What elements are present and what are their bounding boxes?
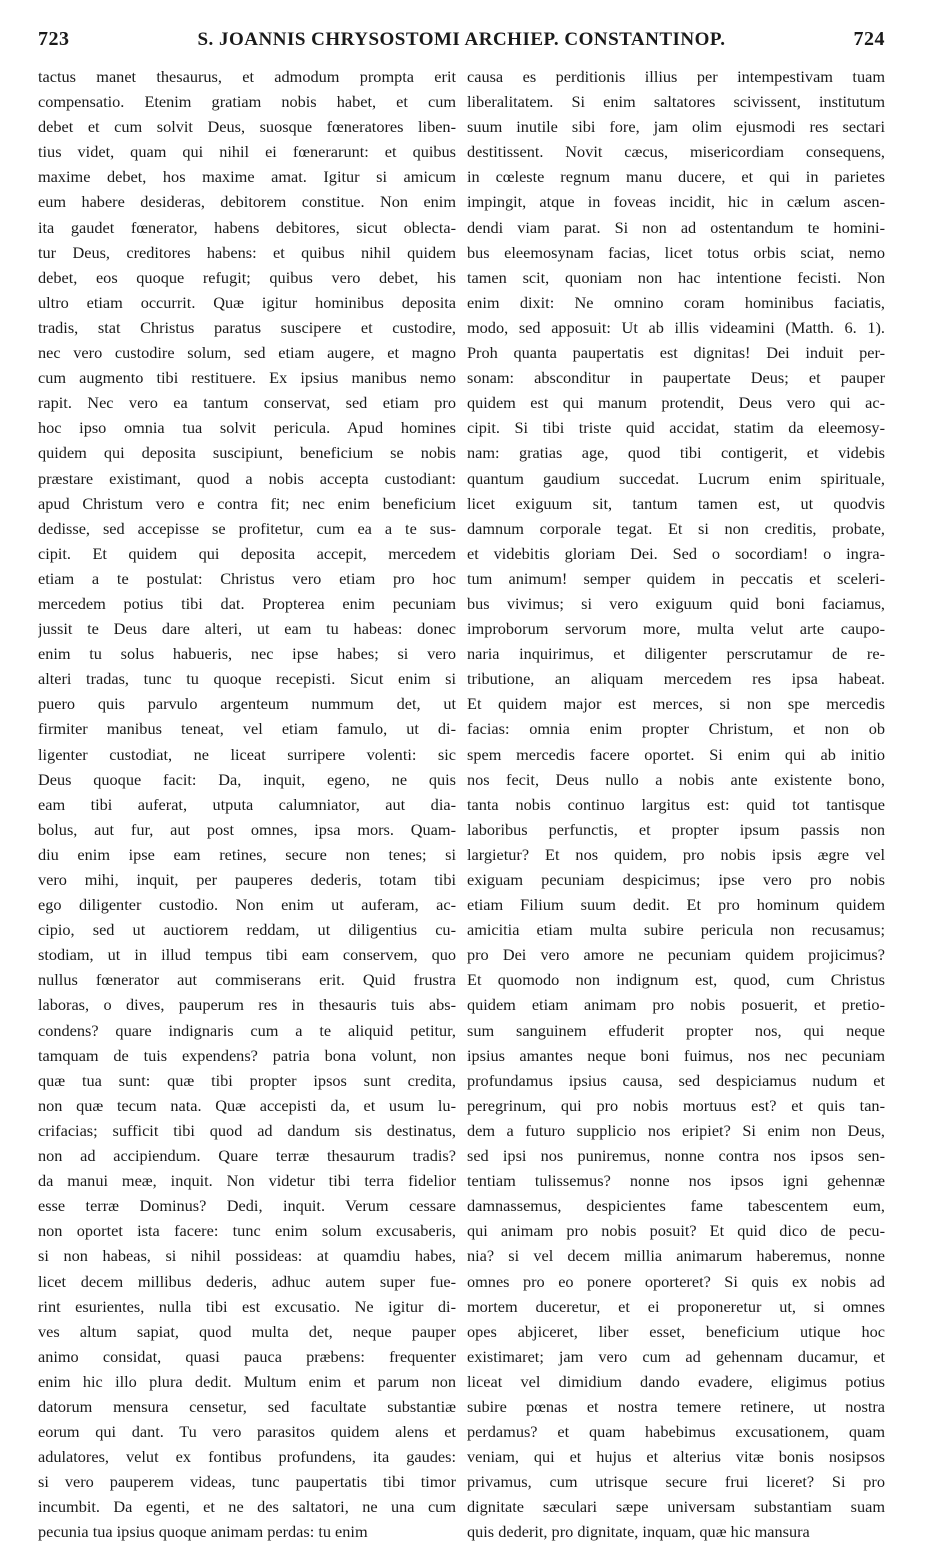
text-line: debet et cum solvit Deus, suosque fœneratores liben-: [38, 117, 456, 137]
text-line: nullus fœnerator aut commiserans erit. Quid frustra: [38, 970, 456, 990]
text-line: Et quidem major est merces, si non spe mercedis: [467, 694, 885, 714]
text-line: alteri tradas, tunc tu quoque recepisti. Sicut enim si: [38, 669, 456, 689]
text-line: eorum qui dant. Tu vero parasitos quidem alens et: [38, 1422, 456, 1442]
text-line: tur Deus, creditores habens: et quibus nihil quidem: [38, 242, 456, 262]
text-line: Et quomodo non indignum est, quod, cum Christus: [467, 970, 885, 990]
text-line: improborum servorum more, multa velut arte caupo-: [467, 619, 885, 639]
text-line: licet decem millibus dederis, adhuc autem super fue-: [38, 1271, 456, 1291]
text-line: bus eleemosynam facias, licet totus orbis sciat, nemo: [467, 242, 885, 262]
text-line: damnum corporale tegat. Et si non creditis, probate,: [467, 518, 885, 538]
text-line: maxime debet, hos maxime amat. Igitur si amicum: [38, 167, 456, 187]
text-line: eum habere desideras, debitorem constitue. Non enim: [38, 192, 456, 212]
text-line: opes abjiceret, liber esset, beneficium utique hoc: [467, 1321, 885, 1341]
text-line: peregrinum, qui pro nobis mortuus est? et quis tan-: [467, 1095, 885, 1115]
text-line: ego diligenter custodio. Non enim ut auferam, ac-: [38, 895, 456, 915]
text-line: enim tu solus habueris, nec ipse habes; si vero: [38, 644, 456, 664]
text-line: diu enim ipse eam retines, secure non tenes; si: [38, 844, 456, 864]
text-line: spem mercedis facere oportet. Si enim qui ab initio: [467, 744, 885, 764]
text-line: destitissent. Novit cæcus, misericordiam consequens,: [467, 142, 885, 162]
text-line: suum inutile sibi fore, jam olim ejusmodi res sectari: [467, 117, 885, 137]
text-line: Proh quanta paupertatis est dignitas! Dei induit per-: [467, 343, 885, 363]
text-line: debet, eos quoque refugit; quibus vero debet, his: [38, 267, 456, 287]
text-line: datorum mensura censetur, sed facultate substantiæ: [38, 1396, 456, 1416]
text-line: sed ipsi nos puniremus, nonne contra nos ipsos sen-: [467, 1146, 885, 1166]
text-line: amicitia etiam multa subire pericula non recusamus;: [467, 920, 885, 940]
text-line: condens? quare indignaris cum a te aliquid petitur,: [38, 1020, 456, 1040]
text-line: enim dixit: Ne omnino coram hominibus faciatis,: [467, 292, 885, 312]
text-line: ligenter custodiat, ne liceat surripere volenti: sic: [38, 744, 456, 764]
text-line: liberalitatem. Si enim saltatores scivissent, institutum: [467, 92, 885, 112]
text-line: omnes pro eo ponere oporteret? Si quis ex nobis ad: [467, 1271, 885, 1291]
text-line: adulatores, velut ex fontibus profundens, ita gaudes:: [38, 1447, 456, 1467]
text-line: impingit, atque in foveas incidit, hic in cælum ascen-: [467, 192, 885, 212]
text-line: tanta nobis continuo largitus est: quid tot tantisque: [467, 794, 885, 814]
text-line: stodiam, ut in illud tempus tibi eam conservem, quo: [38, 945, 456, 965]
text-line: etiam a te postulat: Christus vero etiam pro hoc: [38, 568, 456, 588]
left-page-number: 723: [38, 28, 70, 50]
running-header: [38, 28, 885, 64]
text-line: damnassemus, despicientes fame tabescentem eum,: [467, 1196, 885, 1216]
text-line: non ad accipiendum. Quare terræ thesaurum tradis?: [38, 1146, 456, 1166]
running-title: S. JOANNIS CHRYSOSTOMI ARCHIEP. CONSTANTINOP.: [197, 29, 726, 50]
text-line: hoc ipso omnia tua solvit pericula. Apud homines: [38, 418, 456, 438]
text-line: cipit. Et quidem qui deposita accepit, mercedem: [38, 543, 456, 563]
text-line: non quæ tecum nata. Quæ accepisti da, et usum lu-: [38, 1095, 456, 1115]
text-line: compensatio. Etenim gratiam nobis habet, et cum: [38, 92, 456, 112]
text-line: ultro etiam occurrit. Quæ igitur hominibus deposita: [38, 292, 456, 312]
text-line: si vero pauperem videas, tunc paupertatis tibi timor: [38, 1472, 456, 1492]
text-columns: [38, 64, 885, 1545]
text-line: non oportet ista facere: tunc enim solum excusaberis,: [38, 1221, 456, 1241]
text-line: quantum gaudium succedat. Lucrum enim spirituale,: [467, 468, 885, 488]
text-line: laboribus perfunctis, et propter ipsum passis non: [467, 819, 885, 839]
right-page-number: 724: [853, 28, 885, 50]
text-line: da manui meæ, inquit. Non videtur tibi terra fidelior: [38, 1171, 456, 1191]
text-line: tradis, stat Christus paratus suscipere et custodire,: [38, 317, 456, 337]
text-line: pecunia tua ipsius quoque animam perdas: tu enim: [38, 1522, 368, 1542]
text-line: si non habeas, si nihil possideas: at quamdiu habes,: [38, 1246, 456, 1266]
left-column: [38, 64, 456, 1545]
text-line: rapit. Nec vero ea tantum conservat, sed etiam pro: [38, 393, 456, 413]
text-line: crifacias; sufficit tibi quod ad dandum sis destinatus,: [38, 1120, 456, 1140]
text-line: tentiam tulissemus? nonne nos ipsos igni gehennæ: [467, 1171, 885, 1191]
text-line: firmiter manibus teneat, vel etiam famulo, ut di-: [38, 719, 456, 739]
text-line: incumbit. Da egenti, et ne des saltatori, ne una cum: [38, 1497, 456, 1517]
text-line: nam: gratias age, quod tibi contigerit, et videbis: [467, 443, 885, 463]
text-line: dendi viam parat. Si non ad ostentandum te homini-: [467, 217, 885, 237]
text-line: in cœleste regnum manu ducere, et qui in parietes: [467, 167, 885, 187]
text-line: nec vero custodire solum, sed etiam augere, et magno: [38, 343, 456, 363]
text-line: facias: omnia enim propter Christum, et non ob: [467, 719, 885, 739]
text-line: eam tibi auferat, utputa calumniator, aut dia-: [38, 794, 456, 814]
text-line: cipit. Si tibi triste quid accidat, statim da eleemosy-: [467, 418, 885, 438]
text-line: sonam: absconditur in paupertate Deus; et pauper: [467, 368, 885, 388]
text-line: præstare existimant, quod a nobis accepta custodiant:: [38, 468, 456, 488]
text-line: puero quis parvulo argenteum nummum det, ut: [38, 694, 456, 714]
text-line: naria inquirimus, et diligenter perscrutamur de re-: [467, 644, 885, 664]
text-line: dignitate sæculari sæpe universam substantiam suam: [467, 1497, 885, 1517]
text-line: mortem duceretur, et ei proponeretur ut, si omnes: [467, 1296, 885, 1316]
text-line: esse terræ Dominus? Dedi, inquit. Verum cessare: [38, 1196, 456, 1216]
text-line: bus vivimus; si vero exiguum quid boni faciamus,: [467, 593, 885, 613]
text-line: licet exiguum sit, tantum tamen est, ut quodvis: [467, 493, 885, 513]
text-line: ipsius amantes neque boni fuimus, nos nec pecuniam: [467, 1045, 885, 1065]
text-line: ves altum sapiat, quod multa det, neque pauper: [38, 1321, 456, 1341]
text-line: profundamus ipsius causa, sed despiciamus nudum et: [467, 1070, 885, 1090]
text-line: laboras, o dives, pauperum res in thesauris tuis abs-: [38, 995, 456, 1015]
text-line: quidem etiam animam pro nobis posuerit, et pretio-: [467, 995, 885, 1015]
text-line: causa es perditionis illius per intempestivam tuam: [467, 67, 885, 86]
text-line: liceat vel dimidium dando evadere, eligimus potius: [467, 1371, 885, 1391]
text-line: tamquam de tuis expendens? patria bona volunt, non: [38, 1045, 456, 1065]
text-line: veniam, qui et hujus et alterius vitæ bonis nosipsos: [467, 1447, 885, 1467]
text-line: privamus, cum utrisque secure frui liceret? Si pro: [467, 1472, 885, 1492]
text-line: mercedem potius tibi dat. Propterea enim pecuniam: [38, 593, 456, 613]
text-line: jussit te Deus dare alteri, ut eam tu habeas: donec: [38, 619, 456, 639]
right-column: [467, 64, 885, 1545]
text-line: apud Christum vero e contra fit; nec enim beneficium: [38, 493, 456, 513]
text-line: etiam Filium suum dedit. Et pro hominum quidem: [467, 895, 885, 915]
text-line: exiguam pecuniam despicimus; ipse vero pro nobis: [467, 870, 885, 889]
text-line: existimaret; jam vero cum ad gehennam ducamur, et: [467, 1346, 885, 1366]
text-line: rint esurientes, nulla tibi est excusatio. Ne igitur di-: [38, 1296, 456, 1316]
text-line: qui animam pro nobis posuit? Et quid dico de pecu-: [467, 1221, 885, 1241]
text-line: quidem qui deposita suscipiunt, beneficium se nobis: [38, 443, 456, 463]
text-line: tactus manet thesaurus, et admodum prompta erit: [38, 67, 456, 86]
text-line: sum sanguinem effuderit propter nos, qui neque: [467, 1020, 885, 1040]
text-line: subire pœnas et nostra temere retinere, ut nostra: [467, 1396, 885, 1416]
text-line: quæ tua sunt: quæ tibi propter ipsos sunt credita,: [38, 1070, 456, 1090]
text-line: dem a futuro supplicio nos eripiet? Si enim non Deus,: [467, 1120, 885, 1140]
text-line: Deus quoque facit: Da, inquit, egeno, ne quis: [38, 769, 456, 789]
text-line: pro Dei vero amore ne pecuniam quidem projicimus?: [467, 945, 885, 965]
text-line: cum augmento tibi restituere. Ex ipsius manibus nemo: [38, 368, 456, 388]
text-line: perdamus? et quam habebimus excusationem, quam: [467, 1422, 885, 1442]
text-line: bolus, aut fur, aut post omnes, ipsa mors. Quam-: [38, 819, 456, 839]
text-line: modo, sed apposuit: Ut ab illis videamini (Matth. 6. 1).: [467, 317, 885, 337]
text-line: nos fecit, Deus nullo a nobis ante existente bono,: [467, 769, 885, 789]
text-line: animo considat, quasi pauca præbens: frequenter: [38, 1346, 456, 1366]
text-line: tributione, an aliquam mercedem res ipsa habeat.: [467, 669, 885, 689]
text-line: largietur? Et nos quidem, pro nobis ipsis ægre vel: [467, 844, 885, 864]
text-line: dedisse, sed accepisse se profitetur, cum ea a te sus-: [38, 518, 456, 538]
text-line: tum animum! semper quidem in peccatis et sceleri-: [467, 568, 885, 588]
text-line: quis dederit, pro dignitate, inquam, quæ hic mansura: [467, 1522, 810, 1542]
text-line: tamen scit, quoniam non hac intentione fecisti. Non: [467, 267, 885, 287]
text-line: quidem est qui manum protendit, Deus vero qui ac-: [467, 393, 885, 413]
text-line: ita gaudet fœnerator, habens debitores, sicut oblecta-: [38, 217, 456, 237]
text-line: enim hic illo plura dedit. Multum enim et parum non: [38, 1371, 456, 1391]
text-line: cipio, sed ut auctiorem reddam, ut diligentius cu-: [38, 920, 456, 940]
text-line: et videbitis gloriam Dei. Sed o socordiam! o ingra-: [467, 543, 885, 563]
text-line: tius videt, quam qui nihil ei fœnerarunt: et quibus: [38, 142, 456, 162]
text-line: nia? si vel decem millia animarum haberemus, nonne: [467, 1246, 885, 1266]
text-line: vero mihi, inquit, per pauperes dederis, totam tibi: [38, 870, 456, 889]
